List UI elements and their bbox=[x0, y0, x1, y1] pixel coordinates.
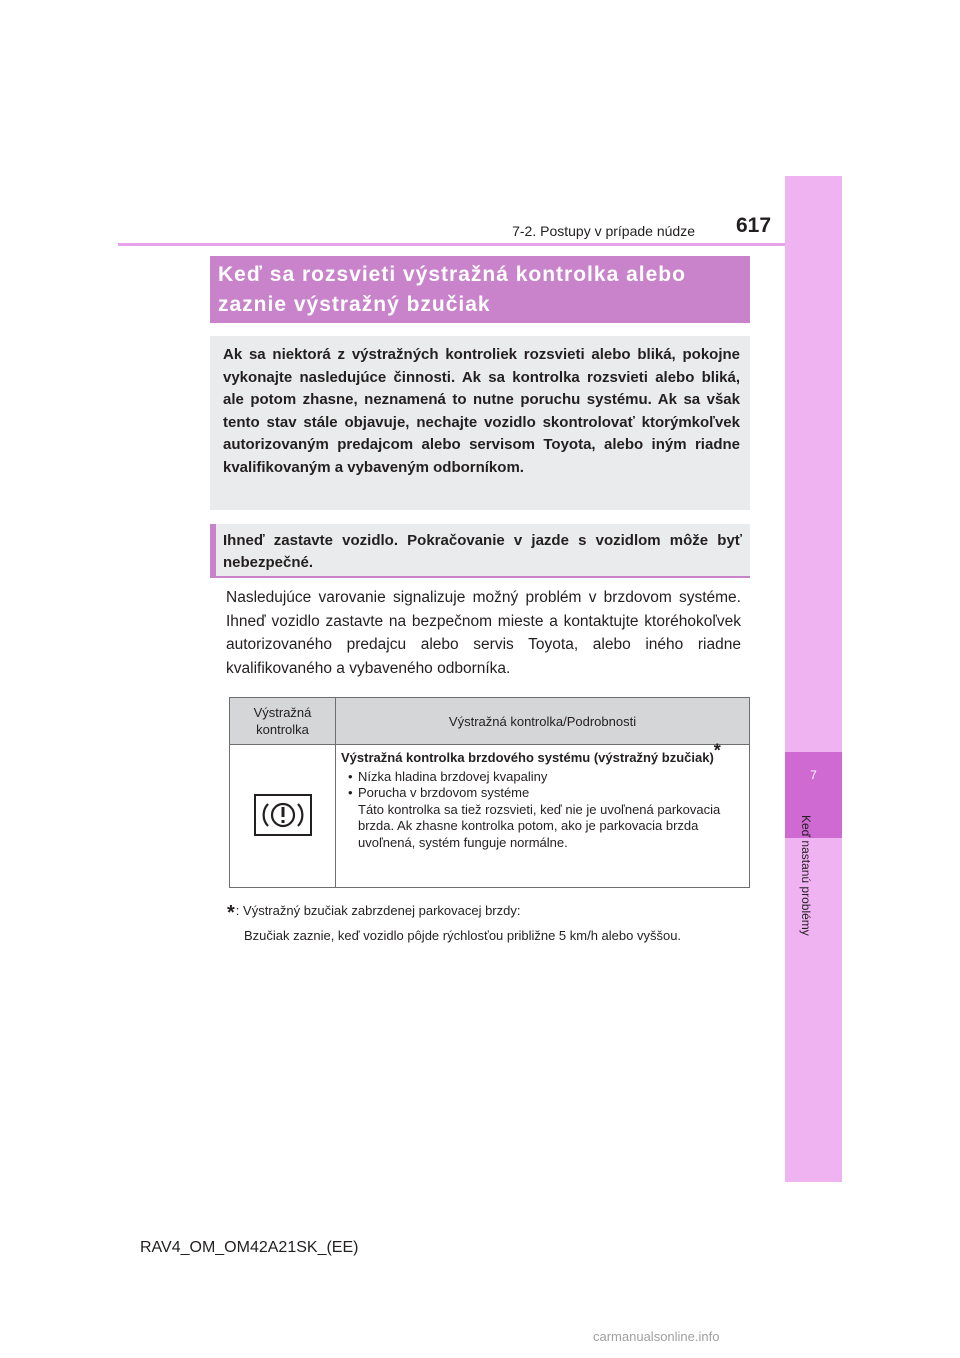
watermark: carmanualsonline.info bbox=[593, 1329, 720, 1344]
header-divider bbox=[118, 243, 785, 246]
list-item: • Porucha v brzdovom systéme bbox=[341, 785, 743, 802]
page-title: Keď sa rozsvieti výstražná kontrolka alebo zaznie výstražný bzučiak bbox=[210, 256, 750, 323]
warning-light-table bbox=[229, 697, 750, 888]
chapter-marker bbox=[785, 752, 842, 838]
warning-details-cell bbox=[336, 740, 750, 888]
intro-paragraph: Ak sa niektorá z výstražných kontroliek rozsvieti alebo bliká, pokojne vykonajte nasledujúce činnosti. Ak sa kontrolka rozsvieti alebo bliká, ale potom zhasne, neznamená to nutne poruchu systému. Ak sa však tento stav stále objavuje, nechajte vozidlo skontrolovať ktorýmkoľvek autorizovaným predajcom alebo servisom Toyota, alebo iným riadne kvalifikovaným a vybaveným odborníkom. bbox=[210, 336, 750, 510]
body-paragraph: Nasledujúce varovanie signalizuje možný problém v brzdovom systéme. Ihneď vozidlo zastavte na bezpečnom mieste a kontaktujte ktoréhokoľvek autorizovaného predajcu alebo servis Toyota, alebo iného riadne kvalifikovaného a vybaveného odborníka. bbox=[226, 589, 741, 677]
cause-list bbox=[341, 769, 743, 802]
detail-note: Táto kontrolka sa tiež rozsvieti, keď nie je uvoľnená parkovacia brzda. Ak zhasne kontrolka potom, ako je parkovacia brzda uvoľnená, systém funguje normálne. bbox=[358, 801, 721, 850]
footnote-star: * bbox=[227, 902, 235, 924]
list-item: • Nízka hladina brzdovej kvapaliny bbox=[341, 769, 743, 786]
column-header-light: Výstražná kontrolka bbox=[230, 698, 336, 745]
table-row bbox=[230, 745, 750, 888]
footnote-detail: Bzučiak zaznie, keď vozidlo pôjde rýchlosťou približne 5 km/h alebo vyššou. bbox=[244, 928, 682, 943]
detail-heading bbox=[341, 740, 743, 767]
chapter-title: Keď nastanú problémy bbox=[799, 815, 813, 936]
chapter-side-tab bbox=[785, 176, 842, 1182]
table-header-row bbox=[230, 698, 750, 745]
warning-light-cell bbox=[230, 745, 336, 888]
column-header-details: Výstražná kontrolka/Podrobnosti bbox=[336, 698, 750, 745]
footnote-marker: * bbox=[713, 740, 721, 761]
page-number: 617 bbox=[736, 214, 772, 237]
warning-callout: Ihneď zastavte vozidlo. Pokračovanie v jazde s vozidlom môže byť nebezpečné. bbox=[210, 524, 750, 578]
brake-warning-icon bbox=[254, 794, 312, 836]
section-heading: 7-2. Postupy v prípade núdze bbox=[512, 223, 695, 239]
chapter-number: 7 bbox=[810, 768, 817, 782]
detail-heading-text: Výstražná kontrolka brzdového systému (výstražný bzučiak) bbox=[341, 750, 714, 765]
document-code: RAV4_OM_OM42A21SK_(EE) bbox=[140, 1239, 359, 1256]
footnote bbox=[227, 898, 521, 924]
footnote-text: : Výstražný bzučiak zabrzdenej parkovacej brzdy: bbox=[235, 903, 521, 918]
